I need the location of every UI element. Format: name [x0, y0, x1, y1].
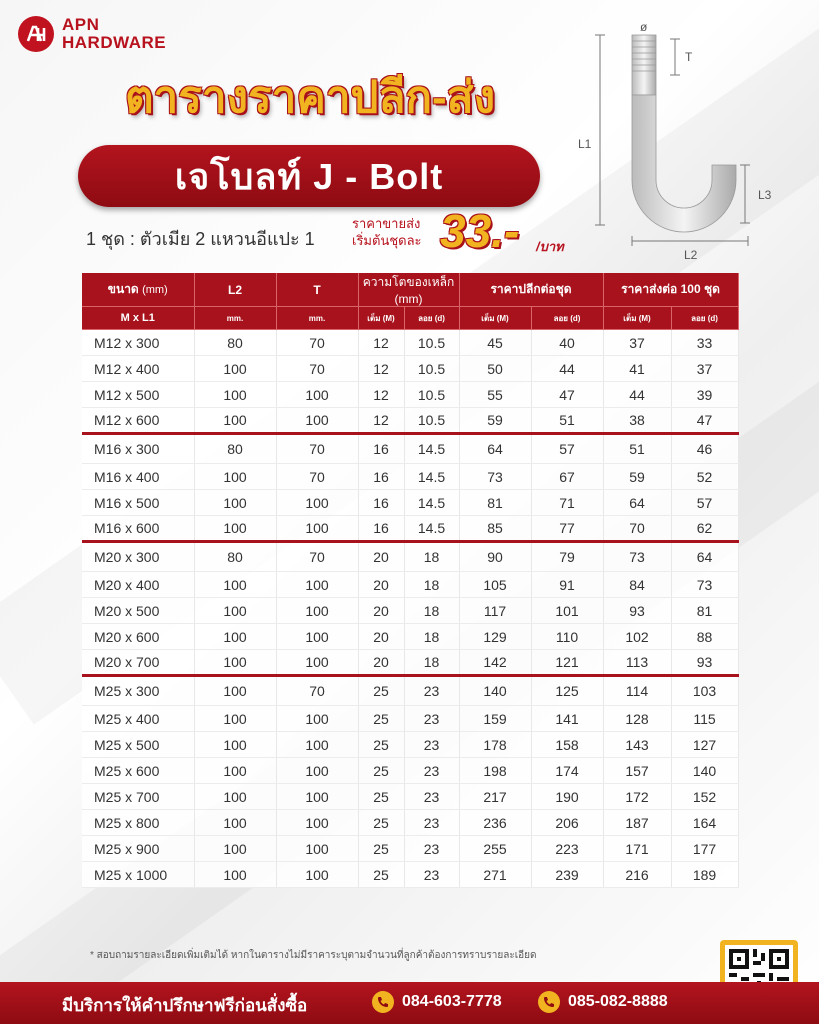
cell-wholesale-full: 172	[603, 784, 671, 810]
table-row	[82, 624, 738, 650]
cell-l2: 80	[194, 434, 276, 464]
cell-size: M25 x 600	[82, 758, 194, 784]
cell-wholesale-full: 171	[603, 836, 671, 862]
cell-wholesale-full: 102	[603, 624, 671, 650]
cell-dia-full: 20	[358, 624, 404, 650]
header-diameter: ความโตของเหล็ก (mm)	[358, 273, 459, 307]
cell-l2: 100	[194, 732, 276, 758]
cell-dia-full: 20	[358, 572, 404, 598]
cell-dia-thread: 14.5	[404, 516, 459, 542]
table-row	[82, 598, 738, 624]
phone-number-2: 085-082-8888	[568, 993, 668, 1010]
table-row	[82, 676, 738, 706]
cell-t: 70	[276, 356, 358, 382]
cell-size: M25 x 1000	[82, 862, 194, 888]
cell-wholesale-thread: 62	[671, 516, 738, 542]
brand-name-line2: HARDWARE	[62, 33, 167, 52]
cell-retail-thread: 51	[531, 408, 603, 434]
cell-dia-thread: 10.5	[404, 382, 459, 408]
cell-dia-thread: 23	[404, 706, 459, 732]
cell-retail-full: 55	[459, 382, 531, 408]
cell-retail-full: 64	[459, 434, 531, 464]
cell-t: 100	[276, 572, 358, 598]
cell-wholesale-thread: 73	[671, 572, 738, 598]
cell-retail-thread: 158	[531, 732, 603, 758]
footnote: * สอบถามรายละเอียดเพิ่มเติมได้ หากในตารางไม่มีราคาระบุตามจำนวนที่ลูกค้าต้องการทราบรายละเอียด	[90, 950, 537, 961]
cell-wholesale-full: 64	[603, 490, 671, 516]
cell-dia-thread: 23	[404, 784, 459, 810]
cell-retail-full: 50	[459, 356, 531, 382]
cell-size: M25 x 300	[82, 676, 194, 706]
cell-wholesale-thread: 115	[671, 706, 738, 732]
cell-l2: 80	[194, 330, 276, 356]
cell-dia-full: 16	[358, 464, 404, 490]
price-label	[352, 216, 422, 250]
cell-retail-thread: 125	[531, 676, 603, 706]
cell-size: M20 x 300	[82, 542, 194, 572]
cell-retail-thread: 71	[531, 490, 603, 516]
cell-l2: 100	[194, 382, 276, 408]
cell-size: M25 x 500	[82, 732, 194, 758]
set-info: 1 ชุด : ตัวเมีย 2 แหวนอีแปะ 1	[86, 229, 315, 249]
cell-wholesale-full: 216	[603, 862, 671, 888]
cell-retail-full: 81	[459, 490, 531, 516]
cell-wholesale-full: 113	[603, 650, 671, 676]
header-wholesale-full: เต็ม (M)	[603, 307, 671, 330]
cell-dia-full: 12	[358, 330, 404, 356]
header-t-sub: mm.	[276, 307, 358, 330]
cell-l2: 100	[194, 516, 276, 542]
cell-t: 100	[276, 836, 358, 862]
cell-retail-full: 105	[459, 572, 531, 598]
cell-retail-full: 271	[459, 862, 531, 888]
cell-wholesale-thread: 52	[671, 464, 738, 490]
product-banner	[78, 145, 540, 207]
cell-wholesale-full: 38	[603, 408, 671, 434]
table-row	[82, 810, 738, 836]
phone-icon	[538, 991, 560, 1013]
cell-dia-full: 25	[358, 706, 404, 732]
cell-retail-thread: 223	[531, 836, 603, 862]
cell-wholesale-full: 70	[603, 516, 671, 542]
cell-wholesale-thread: 140	[671, 758, 738, 784]
cell-dia-thread: 23	[404, 676, 459, 706]
cell-retail-thread: 141	[531, 706, 603, 732]
price-label-line2: เริ่มต้นชุดละ	[352, 232, 422, 248]
price-label-line1: ราคาขายส่ง	[352, 216, 421, 231]
cell-dia-thread: 23	[404, 732, 459, 758]
l1-label: L1	[578, 137, 592, 151]
cell-t: 100	[276, 810, 358, 836]
cell-retail-thread: 190	[531, 784, 603, 810]
table-row	[82, 330, 738, 356]
cell-l2: 100	[194, 464, 276, 490]
cell-wholesale-thread: 46	[671, 434, 738, 464]
brand-logo[interactable]	[18, 16, 166, 52]
cell-dia-thread: 23	[404, 862, 459, 888]
cell-l2: 100	[194, 706, 276, 732]
cell-size: M25 x 900	[82, 836, 194, 862]
cell-wholesale-thread: 88	[671, 624, 738, 650]
cell-size: M20 x 500	[82, 598, 194, 624]
header-size-unit: (mm)	[142, 284, 168, 296]
cell-dia-full: 20	[358, 650, 404, 676]
cell-size: M25 x 700	[82, 784, 194, 810]
cell-l2: 100	[194, 408, 276, 434]
cell-wholesale-full: 128	[603, 706, 671, 732]
brand-name-line1: APN	[62, 15, 100, 35]
cell-wholesale-full: 93	[603, 598, 671, 624]
cell-size: M16 x 400	[82, 464, 194, 490]
cell-size: M20 x 400	[82, 572, 194, 598]
cell-wholesale-full: 114	[603, 676, 671, 706]
cell-size: M12 x 500	[82, 382, 194, 408]
cell-wholesale-thread: 152	[671, 784, 738, 810]
cell-wholesale-thread: 39	[671, 382, 738, 408]
price-table-body	[82, 330, 738, 888]
cell-dia-thread: 18	[404, 624, 459, 650]
price-table-wrapper	[82, 273, 738, 888]
table-row	[82, 732, 738, 758]
cell-dia-full: 25	[358, 758, 404, 784]
cell-dia-full: 20	[358, 542, 404, 572]
cell-retail-full: 140	[459, 676, 531, 706]
j-bolt-diagram	[560, 15, 810, 260]
cell-retail-full: 117	[459, 598, 531, 624]
cell-wholesale-full: 41	[603, 356, 671, 382]
cell-size: M16 x 600	[82, 516, 194, 542]
cell-l2: 100	[194, 650, 276, 676]
phone-contact-2[interactable]	[538, 991, 668, 1013]
footer-bar	[0, 982, 819, 1024]
cell-t: 100	[276, 784, 358, 810]
cell-size: M12 x 400	[82, 356, 194, 382]
cell-wholesale-full: 44	[603, 382, 671, 408]
table-row	[82, 464, 738, 490]
cell-dia-thread: 10.5	[404, 408, 459, 434]
cell-l2: 80	[194, 542, 276, 572]
cell-retail-full: 129	[459, 624, 531, 650]
header-dia-full: เต็ม (M)	[358, 307, 404, 330]
cell-l2: 100	[194, 810, 276, 836]
cell-t: 100	[276, 408, 358, 434]
cell-wholesale-full: 51	[603, 434, 671, 464]
t-label: T	[685, 50, 693, 64]
header-l2-sub: mm.	[194, 307, 276, 330]
table-row	[82, 434, 738, 464]
cell-l2: 100	[194, 624, 276, 650]
cell-retail-thread: 77	[531, 516, 603, 542]
cell-wholesale-full: 59	[603, 464, 671, 490]
cell-t: 70	[276, 676, 358, 706]
cell-size: M20 x 700	[82, 650, 194, 676]
cell-retail-full: 142	[459, 650, 531, 676]
phone-number-1: 084-603-7778	[402, 993, 502, 1010]
cell-l2: 100	[194, 356, 276, 382]
cell-dia-full: 12	[358, 382, 404, 408]
cell-l2: 100	[194, 758, 276, 784]
cell-t: 100	[276, 516, 358, 542]
cell-wholesale-thread: 127	[671, 732, 738, 758]
cell-retail-full: 45	[459, 330, 531, 356]
l3-label: L3	[758, 188, 772, 202]
header-wholesale-thread: ลอย (d)	[671, 307, 738, 330]
cell-t: 70	[276, 434, 358, 464]
cell-dia-full: 25	[358, 784, 404, 810]
l2-label: L2	[684, 248, 698, 260]
cell-size: M16 x 500	[82, 490, 194, 516]
cell-wholesale-full: 73	[603, 542, 671, 572]
cell-l2: 100	[194, 862, 276, 888]
cell-retail-thread: 79	[531, 542, 603, 572]
cell-retail-thread: 121	[531, 650, 603, 676]
cell-dia-thread: 23	[404, 810, 459, 836]
cell-t: 70	[276, 330, 358, 356]
cell-retail-thread: 174	[531, 758, 603, 784]
cell-size: M25 x 400	[82, 706, 194, 732]
cell-dia-full: 12	[358, 356, 404, 382]
table-row	[82, 758, 738, 784]
header-size-label: ขนาด	[107, 282, 139, 296]
cell-dia-full: 20	[358, 598, 404, 624]
cell-t: 100	[276, 758, 358, 784]
table-row	[82, 490, 738, 516]
j-bolt-drawing	[560, 15, 810, 260]
header-retail-thread: ลอย (d)	[531, 307, 603, 330]
cell-dia-thread: 10.5	[404, 356, 459, 382]
price-value: 33.-	[440, 205, 520, 257]
table-row	[82, 356, 738, 382]
cell-t: 100	[276, 862, 358, 888]
cell-retail-thread: 101	[531, 598, 603, 624]
cell-wholesale-thread: 93	[671, 650, 738, 676]
cell-t: 100	[276, 598, 358, 624]
table-row	[82, 650, 738, 676]
cell-retail-full: 90	[459, 542, 531, 572]
cell-dia-thread: 14.5	[404, 434, 459, 464]
cell-t: 70	[276, 542, 358, 572]
cell-l2: 100	[194, 836, 276, 862]
cell-dia-thread: 18	[404, 598, 459, 624]
cell-t: 100	[276, 650, 358, 676]
cell-l2: 100	[194, 676, 276, 706]
cell-l2: 100	[194, 784, 276, 810]
cell-wholesale-thread: 64	[671, 542, 738, 572]
product-name: เจโบลท์ J - Bolt	[174, 155, 444, 197]
cell-size: M12 x 300	[82, 330, 194, 356]
cell-l2: 100	[194, 572, 276, 598]
cell-wholesale-thread: 47	[671, 408, 738, 434]
table-row	[82, 542, 738, 572]
table-row	[82, 706, 738, 732]
cell-size: M25 x 800	[82, 810, 194, 836]
cell-wholesale-full: 37	[603, 330, 671, 356]
header-retail: ราคาปลีกต่อชุด	[459, 273, 603, 307]
cell-dia-thread: 18	[404, 572, 459, 598]
table-row	[82, 516, 738, 542]
header-size-sub: M x L1	[82, 307, 194, 330]
cell-t: 70	[276, 464, 358, 490]
header-size	[82, 273, 194, 307]
cell-wholesale-thread: 33	[671, 330, 738, 356]
cell-dia-thread: 14.5	[404, 490, 459, 516]
price-unit: /บาท	[536, 239, 564, 254]
cell-dia-full: 25	[358, 676, 404, 706]
diameter-label: ø	[640, 20, 648, 34]
cell-l2: 100	[194, 598, 276, 624]
cell-t: 100	[276, 624, 358, 650]
header-dia-thread: ลอย (d)	[404, 307, 459, 330]
cell-retail-full: 73	[459, 464, 531, 490]
cell-dia-full: 25	[358, 810, 404, 836]
cell-wholesale-thread: 164	[671, 810, 738, 836]
cell-t: 100	[276, 706, 358, 732]
cell-retail-thread: 44	[531, 356, 603, 382]
cell-wholesale-full: 84	[603, 572, 671, 598]
table-row	[82, 382, 738, 408]
cell-size: M12 x 600	[82, 408, 194, 434]
header-wholesale: ราคาส่งต่อ 100 ชุด	[603, 273, 738, 307]
cell-retail-thread: 91	[531, 572, 603, 598]
cell-retail-full: 59	[459, 408, 531, 434]
header-retail-full: เต็ม (M)	[459, 307, 531, 330]
price-table	[82, 273, 739, 888]
cell-dia-thread: 23	[404, 836, 459, 862]
cell-retail-full: 236	[459, 810, 531, 836]
page-title: ตารางราคาปลีก-ส่ง	[124, 73, 496, 122]
cell-retail-thread: 57	[531, 434, 603, 464]
cell-retail-full: 198	[459, 758, 531, 784]
cell-t: 100	[276, 732, 358, 758]
cell-dia-thread: 10.5	[404, 330, 459, 356]
cell-dia-thread: 18	[404, 650, 459, 676]
cell-wholesale-thread: 57	[671, 490, 738, 516]
cell-dia-thread: 18	[404, 542, 459, 572]
cell-size: M20 x 600	[82, 624, 194, 650]
cell-retail-full: 178	[459, 732, 531, 758]
cell-retail-full: 255	[459, 836, 531, 862]
cell-wholesale-thread: 177	[671, 836, 738, 862]
header-l2: L2	[194, 273, 276, 307]
cell-t: 100	[276, 382, 358, 408]
header-t: T	[276, 273, 358, 307]
cell-retail-thread: 67	[531, 464, 603, 490]
phone-icon	[372, 991, 394, 1013]
cell-dia-full: 25	[358, 732, 404, 758]
cell-dia-full: 12	[358, 408, 404, 434]
cell-wholesale-full: 143	[603, 732, 671, 758]
table-row	[82, 572, 738, 598]
cell-retail-thread: 47	[531, 382, 603, 408]
cell-dia-thread: 14.5	[404, 464, 459, 490]
cell-t: 100	[276, 490, 358, 516]
cell-dia-full: 16	[358, 490, 404, 516]
cell-retail-thread: 206	[531, 810, 603, 836]
cell-retail-thread: 239	[531, 862, 603, 888]
cell-dia-full: 16	[358, 516, 404, 542]
phone-contact-1[interactable]	[372, 991, 502, 1013]
cell-size: M16 x 300	[82, 434, 194, 464]
cell-wholesale-full: 187	[603, 810, 671, 836]
cell-wholesale-thread: 81	[671, 598, 738, 624]
table-row	[82, 836, 738, 862]
logo-mark-icon	[18, 16, 54, 52]
cell-retail-full: 217	[459, 784, 531, 810]
cell-wholesale-full: 157	[603, 758, 671, 784]
cell-retail-full: 85	[459, 516, 531, 542]
cell-l2: 100	[194, 490, 276, 516]
cell-retail-full: 159	[459, 706, 531, 732]
table-row	[82, 784, 738, 810]
cell-dia-thread: 23	[404, 758, 459, 784]
cell-retail-thread: 40	[531, 330, 603, 356]
cell-wholesale-thread: 103	[671, 676, 738, 706]
cell-dia-full: 16	[358, 434, 404, 464]
footer-text: มีบริการให้คำปรึกษาฟรีก่อนสั่งซื้อ	[62, 996, 308, 1015]
table-row	[82, 408, 738, 434]
table-row	[82, 862, 738, 888]
cell-dia-full: 25	[358, 862, 404, 888]
cell-dia-full: 25	[358, 836, 404, 862]
cell-retail-thread: 110	[531, 624, 603, 650]
cell-wholesale-thread: 189	[671, 862, 738, 888]
cell-wholesale-thread: 37	[671, 356, 738, 382]
